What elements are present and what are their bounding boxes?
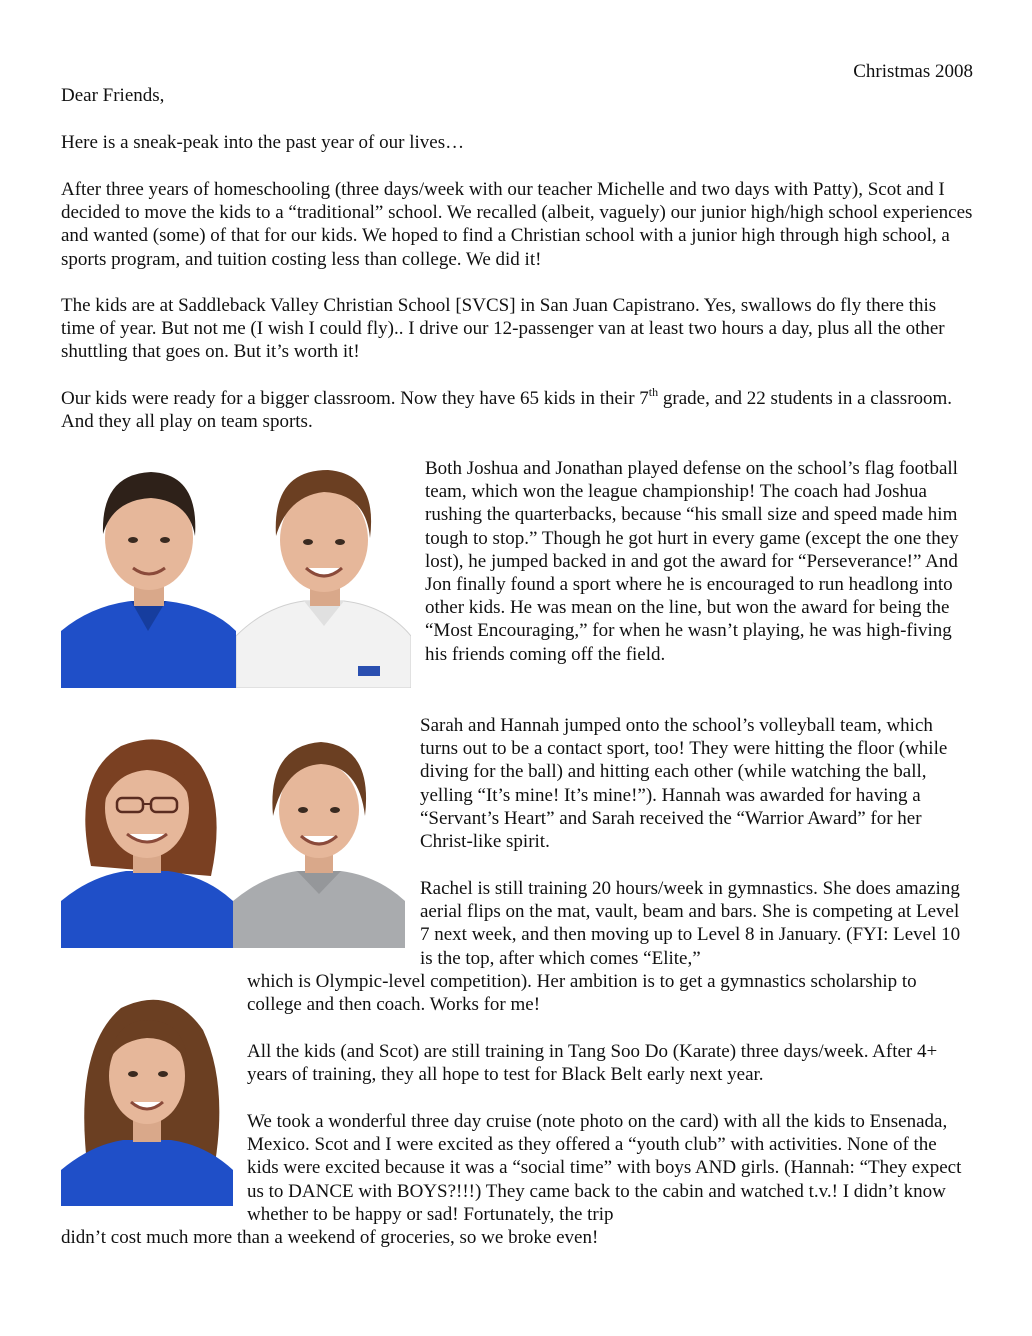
letter-greeting: Dear Friends, bbox=[61, 85, 165, 106]
letter-date: Christmas 2008 bbox=[853, 61, 973, 82]
paragraph-football: Both Joshua and Jonathan played defense on the school’s flag football team, which won the league championship! The coach had Joshua rushing the quarterbacks, because “his small size and speed made him tough to stop.” Though he got hurt in every game (except the one they lost), he jumped backed in and got the award for “Perseverance!” And Jon finally found a sport where he is encouraged to run headlong into other kids. He was mean on the line, but won the award for being the “Most Encouraging,” for when he wasn’t playing, he was high-fiving his friends coming off the field. bbox=[425, 458, 959, 665]
paragraph-homeschooling: After three years of homeschooling (three days/week with our teacher Michelle and two days with Patty), Scot and I decided to move the kids to a “traditional” school. We recalled (albeit, vaguely) our junior high/high school experiences and wanted (some) of that for our kids. We hoped to find a Christian school with a junior high through high school, a sports program, and tuition costing less than college. We did it! bbox=[61, 179, 973, 270]
paragraph-karate: All the kids (and Scot) are still training in Tang Soo Do (Karate) three days/week. After 4+ years of training, they all hope to test for Black Belt early next year. bbox=[247, 1041, 938, 1086]
photo-boy-1 bbox=[61, 456, 236, 688]
photo-girl-1 bbox=[61, 716, 233, 948]
paragraph-school: The kids are at Saddleback Valley Christian School [SVCS] in San Juan Capistrano. Yes, swallows do fly there this time of year. But not me (I wish I could fly).. I drive our 12-passenger van at least two hours a day, plus all the other shuttling that goes on. But it’s worth it! bbox=[61, 295, 945, 363]
paragraph-volleyball: Sarah and Hannah jumped onto the school’s volleyball team, which turns out to be a contact sport, too! They were hitting the floor (while diving for the ball) and hitting each other (while watching the ball, yelling “It’s mine! It’s mine!”). Hannah was awarded for having a “Servant’s Heart” and Sarah received the “Warrior Award” for her Christ-like spirit. bbox=[420, 715, 948, 853]
paragraph-classroom: Our kids were ready for a bigger classroom. Now they have 65 kids in their 7th grade, and 22 students in a classroom. And they all play on team sports. bbox=[61, 384, 953, 433]
photo-girl-2 bbox=[233, 716, 405, 948]
paragraph-gymnastics-part1: Rachel is still training 20 hours/week in gymnastics. She does amazing aerial flips on the mat, vault, beam and bars. She is competing at Level 7 next week, and then moving up to Level 8 in January. (FYI: Level 10 is the top, after which comes “Elite,” bbox=[420, 878, 961, 969]
paragraph-cruise-last-line: didn’t cost much more than a weekend of groceries, so we broke even! bbox=[61, 1227, 599, 1248]
photo-boy-2 bbox=[236, 456, 411, 688]
intro-paragraph: Here is a sneak-peak into the past year of our lives… bbox=[61, 132, 465, 153]
paragraph-cruise: We took a wonderful three day cruise (note photo on the card) with all the kids to Ensenada, Mexico. Scot and I were excited as they offered a “youth club” with activities. None of the kids were excited because it was a “social time” with boys AND girls. (Hannah: “They expect us to DANCE with BOYS?!!!) They came back to the cabin and watched t.v.! I didn’t know whether to be happy or sad! Fortunately, the trip bbox=[247, 1111, 962, 1225]
paragraph-gymnastics-part2: which is Olympic-level competition). Her ambition is to get a gymnastics scholarship to college and then coach. Works for me! bbox=[247, 971, 917, 1016]
photo-girl-3 bbox=[61, 980, 233, 1206]
